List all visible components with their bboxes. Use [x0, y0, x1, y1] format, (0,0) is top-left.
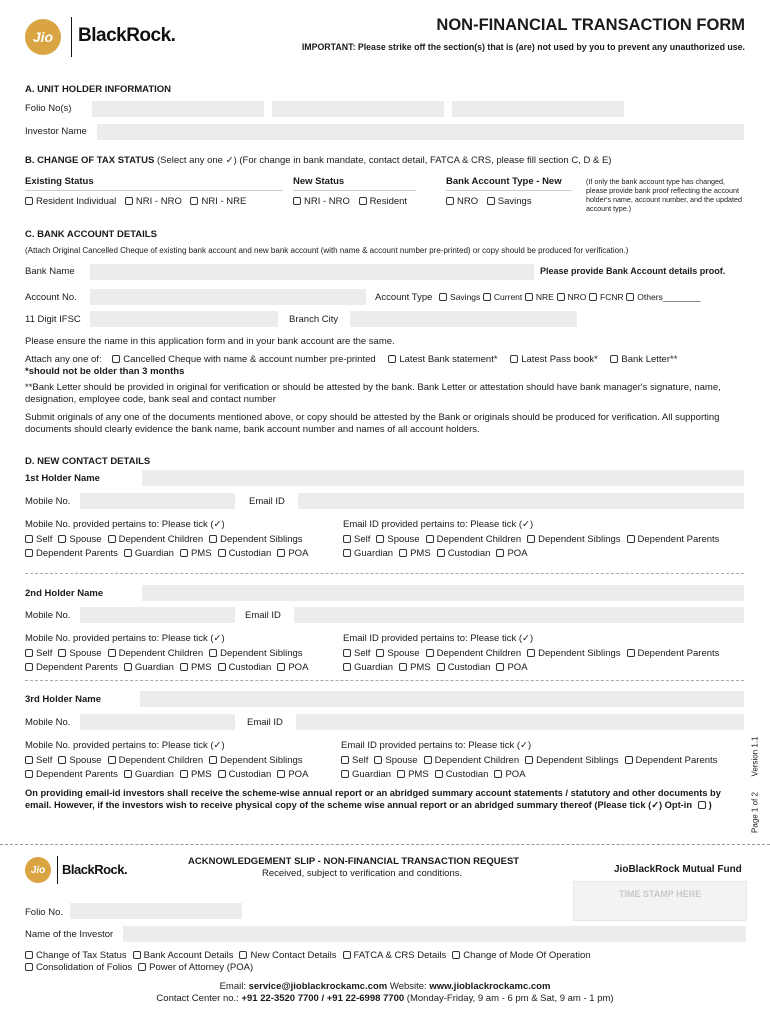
- attach-passbook[interactable]: Latest Pass book*: [510, 354, 598, 365]
- h3-mob-siblings[interactable]: Dependent Siblings: [209, 755, 302, 766]
- footer-email-line: Email: service@jioblackrockamc.com Website: www.jioblackrockamc.com: [219, 981, 551, 992]
- h1-mob-children[interactable]: Dependent Children: [108, 534, 204, 545]
- section-a-title: A. UNIT HOLDER INFORMATION: [25, 84, 172, 95]
- h3-em-pms[interactable]: PMS: [397, 769, 429, 780]
- existing-status-options: [25, 196, 252, 207]
- ack-options-2: [25, 962, 259, 973]
- bank-type-head: Bank Account Type - New: [446, 176, 562, 187]
- ack-opt-bank[interactable]: Bank Account Details: [133, 950, 234, 961]
- holder-3-email-label: Email ID: [247, 717, 283, 728]
- h3-mob-poa[interactable]: POA: [277, 769, 308, 780]
- holder-3-mobile-opts-1: [25, 755, 309, 766]
- holder-1-mobile-field[interactable]: [80, 493, 235, 509]
- section-c-title: C. BANK ACCOUNT DETAILS: [25, 229, 157, 240]
- provide-proof-note: Please provide Bank Account details proof.: [540, 266, 726, 276]
- holder-2-mobile-field[interactable]: [80, 607, 235, 623]
- h1-em-siblings[interactable]: Dependent Siblings: [527, 534, 620, 545]
- ifsc-field[interactable]: [90, 311, 278, 327]
- h1-em-custodian[interactable]: Custodian: [437, 548, 491, 559]
- h2-em-parents[interactable]: Dependent Parents: [627, 648, 720, 659]
- ack-blackrock-logo: BlackRock.: [62, 862, 128, 877]
- logo-divider: [71, 17, 72, 57]
- opt-resident-new[interactable]: Resident: [359, 196, 408, 207]
- holder-3-mobile-field[interactable]: [80, 714, 235, 730]
- h1-em-guardian[interactable]: Guardian: [343, 548, 393, 559]
- branch-city-label: Branch City: [289, 314, 339, 325]
- holder-3-email-opts-2: [341, 769, 532, 780]
- acc-type-current[interactable]: Current: [483, 292, 522, 302]
- holder-3-name-label: 3rd Holder Name: [25, 694, 102, 705]
- folio-label: Folio No(s): [25, 103, 72, 114]
- attach-label: Attach any one of:: [25, 354, 102, 365]
- investor-name-field[interactable]: [97, 124, 744, 140]
- holder-2-email-opts-1: [343, 648, 725, 659]
- h1-mob-custodian[interactable]: Custodian: [218, 548, 272, 559]
- h3-em-self[interactable]: Self: [341, 755, 368, 766]
- attach-bank-letter[interactable]: Bank Letter**: [610, 354, 677, 365]
- h1-mob-self[interactable]: Self: [25, 534, 52, 545]
- holder-1-email-opts-2: [343, 548, 534, 559]
- bank-letter-note: **Bank Letter should be provided in original for verification or should be attested by the bank. Bank Letter or attestation should have bank manager's signature, name, designation, employee code, bank seal and contact number: [25, 382, 721, 405]
- opt-nro[interactable]: NRO: [446, 196, 478, 207]
- h2-mob-spouse[interactable]: Spouse: [58, 648, 101, 659]
- time-stamp-box: [573, 881, 747, 921]
- account-no-label: Account No.: [25, 292, 77, 303]
- h2-mob-guardian[interactable]: Guardian: [124, 662, 174, 673]
- h3-mob-guardian[interactable]: Guardian: [124, 769, 174, 780]
- h2-mob-custodian[interactable]: Custodian: [218, 662, 272, 673]
- jio-logo: Jio: [25, 19, 61, 55]
- holder-1-email-opts-1: [343, 534, 725, 545]
- holder-1-name-label: 1st Holder Name: [25, 473, 100, 484]
- holder-1-name-field[interactable]: [142, 470, 744, 486]
- holder-3-email-field[interactable]: [296, 714, 744, 730]
- section-c-sub: (Attach Original Cancelled Cheque of existing bank account and new bank account (with name & account number pre-printed) or copy should be produced for verification.): [25, 246, 629, 255]
- holder-2-name-field[interactable]: [142, 585, 744, 601]
- ack-options-1: [25, 950, 597, 961]
- h2-mob-siblings[interactable]: Dependent Siblings: [209, 648, 302, 659]
- holder-1-email-field[interactable]: [298, 493, 744, 509]
- h2-em-spouse[interactable]: Spouse: [376, 648, 419, 659]
- opt-nri-nre-existing[interactable]: NRI - NRE: [190, 196, 246, 207]
- holder-1-mobile-label: Mobile No.: [25, 496, 71, 507]
- holder-1-mobile-pertains: Mobile No. provided pertains to: Please tick (✓): [25, 519, 225, 530]
- ack-title: ACKNOWLEDGEMENT SLIP - NON-FINANCIAL TRANSACTION REQUEST: [188, 856, 520, 867]
- h1-em-parents[interactable]: Dependent Parents: [627, 534, 720, 545]
- holder-3-email-pertains: Email ID provided pertains to: Please tick (✓): [341, 740, 532, 751]
- h3-mob-children[interactable]: Dependent Children: [108, 755, 204, 766]
- page-label: Page 1 of 2: [750, 792, 760, 833]
- bank-name-field[interactable]: [90, 264, 534, 280]
- ack-investor-field[interactable]: [123, 926, 746, 942]
- optin-checkbox[interactable]: [698, 801, 706, 809]
- bank-name-label: Bank Name: [25, 266, 75, 277]
- h3-mob-spouse[interactable]: Spouse: [58, 755, 101, 766]
- blackrock-logo: BlackRock.: [78, 25, 176, 46]
- h3-mob-parents[interactable]: Dependent Parents: [25, 769, 118, 780]
- ack-fund-name: JioBlackRock Mutual Fund: [614, 864, 742, 875]
- h3-em-children[interactable]: Dependent Children: [424, 755, 520, 766]
- folio-field-2[interactable]: [272, 101, 444, 117]
- h3-em-custodian[interactable]: Custodian: [435, 769, 489, 780]
- new-status-options: [293, 196, 413, 207]
- ack-investor-label: Name of the Investor: [25, 929, 114, 940]
- ack-jio-logo: Jio: [25, 857, 51, 883]
- holder-3-mobile-opts-2: [25, 769, 314, 780]
- holder-2-name-label: 2nd Holder Name: [25, 588, 104, 599]
- ack-opt-contact[interactable]: New Contact Details: [239, 950, 336, 961]
- section-b-title: [25, 155, 611, 166]
- ack-opt-tax-status[interactable]: Change of Tax Status: [25, 950, 127, 961]
- optin-note: On providing email-id investors shall receive the scheme-wise annual report or an abridged summary account statements / statutory and other documents by email. However, if the investors wish to receive physical copy of the scheme wise annual report or an abridged summary thereof (Please tick (✓) Opt-in ): [25, 788, 721, 810]
- h1-em-children[interactable]: Dependent Children: [426, 534, 522, 545]
- not-older-note: *should not be older than 3 months: [25, 366, 185, 377]
- attach-row: [25, 354, 683, 365]
- h1-mob-spouse[interactable]: Spouse: [58, 534, 101, 545]
- holder-3-email-opts-1: [341, 755, 723, 766]
- holder-2-email-label: Email ID: [245, 610, 281, 621]
- investor-name-label: Investor Name: [25, 126, 87, 137]
- attach-cheque[interactable]: Cancelled Cheque with name & account number pre-printed: [112, 354, 375, 365]
- opt-savings[interactable]: Savings: [487, 196, 532, 207]
- h1-mob-parents[interactable]: Dependent Parents: [25, 548, 118, 559]
- folio-field-3[interactable]: [452, 101, 624, 117]
- acc-type-savings[interactable]: Savings: [439, 292, 480, 302]
- attach-statement[interactable]: Latest Bank statement*: [388, 354, 497, 365]
- h2-em-pms[interactable]: PMS: [399, 662, 431, 673]
- bank-type-note: (If only the bank account type has changed, please provide bank proof reflecting the account holder's name, account number, and the updated account type.): [586, 177, 743, 213]
- h2-em-guardian[interactable]: Guardian: [343, 662, 393, 673]
- opt-resident-individual[interactable]: Resident Individual: [25, 196, 116, 207]
- version-label: Version 1.1: [750, 736, 760, 777]
- h1-em-spouse[interactable]: Spouse: [376, 534, 419, 545]
- branch-city-field[interactable]: [350, 311, 577, 327]
- ensure-note: Please ensure the name in this application form and in your bank account are the same.: [25, 336, 395, 347]
- ack-opt-mode[interactable]: Change of Mode Of Operation: [452, 950, 590, 961]
- section-b-title-rest: (Select any one ✓) (For change in bank mandate, contact detail, FATCA & CRS, please fill section C, D & E): [156, 155, 612, 166]
- h2-mob-self[interactable]: Self: [25, 648, 52, 659]
- cut-line: [0, 844, 770, 845]
- account-type-label: Account Type: [375, 292, 433, 303]
- bank-type-options: [446, 196, 538, 207]
- holder-2-email-field[interactable]: [294, 607, 744, 623]
- footer-contact-number: +91 22-3520 7700 / +91 22-6998 7700: [241, 993, 405, 1004]
- holder-1-mobile-opts-1: [25, 534, 309, 545]
- h3-em-spouse[interactable]: Spouse: [374, 755, 417, 766]
- holder-1-mobile-opts-2: [25, 548, 314, 559]
- folio-field-1[interactable]: [92, 101, 264, 117]
- h2-em-poa[interactable]: POA: [496, 662, 527, 673]
- h2-em-siblings[interactable]: Dependent Siblings: [527, 648, 620, 659]
- h2-mob-children[interactable]: Dependent Children: [108, 648, 204, 659]
- h3-em-parents[interactable]: Dependent Parents: [625, 755, 718, 766]
- h3-em-guardian[interactable]: Guardian: [341, 769, 391, 780]
- holder-2-mobile-pertains: Mobile No. provided pertains to: Please tick (✓): [25, 633, 225, 644]
- footer-email[interactable]: service@jioblackrockamc.com: [248, 981, 388, 992]
- acc-type-others[interactable]: Others________: [626, 292, 700, 302]
- h3-mob-self[interactable]: Self: [25, 755, 52, 766]
- h2-em-self[interactable]: Self: [343, 648, 370, 659]
- time-stamp-label: TIME STAMP HERE: [618, 889, 702, 899]
- h2-mob-pms[interactable]: PMS: [180, 662, 212, 673]
- footer-website[interactable]: www.jioblackrockamc.com: [429, 981, 551, 992]
- h1-mob-pms[interactable]: PMS: [180, 548, 212, 559]
- section-d-title: D. NEW CONTACT DETAILS: [25, 456, 151, 467]
- holder-3-mobile-label: Mobile No.: [25, 717, 71, 728]
- h1-em-self[interactable]: Self: [343, 534, 370, 545]
- holder-3-mobile-pertains: Mobile No. provided pertains to: Please tick (✓): [25, 740, 225, 751]
- ack-opt-fatca[interactable]: FATCA & CRS Details: [343, 950, 447, 961]
- footer-contact-line: Contact Center no.: +91 22-3520 7700 / +91 22-6998 7700 (Monday-Friday, 9 am - 6 pm & Sat, 9 am - 1 pm): [156, 993, 614, 1004]
- section-b-title-bold: B. CHANGE OF TAX STATUS: [25, 155, 155, 166]
- acc-type-nre[interactable]: NRE: [525, 292, 554, 302]
- h1-em-poa[interactable]: POA: [496, 548, 527, 559]
- h1-mob-poa[interactable]: POA: [277, 548, 308, 559]
- important-note: IMPORTANT: Please strike off the section(s) that is (are) not used by you to prevent any unauthorized use.: [301, 42, 745, 52]
- ack-folio-label: Folio No.: [25, 907, 64, 918]
- account-no-field[interactable]: [90, 289, 366, 305]
- holder-1-email-pertains: Email ID provided pertains to: Please tick (✓): [343, 519, 534, 530]
- acc-type-nro[interactable]: NRO: [557, 292, 587, 302]
- h2-mob-parents[interactable]: Dependent Parents: [25, 662, 118, 673]
- h2-em-custodian[interactable]: Custodian: [437, 662, 491, 673]
- h2-mob-poa[interactable]: POA: [277, 662, 308, 673]
- holder-3-name-field[interactable]: [140, 691, 744, 707]
- h1-mob-guardian[interactable]: Guardian: [124, 548, 174, 559]
- holder-1-email-label: Email ID: [249, 496, 285, 507]
- ack-opt-consolidation[interactable]: Consolidation of Folios: [25, 962, 132, 973]
- acc-type-fcnr[interactable]: FCNR: [589, 292, 624, 302]
- new-status-head: New Status: [293, 176, 345, 187]
- h1-mob-siblings[interactable]: Dependent Siblings: [209, 534, 302, 545]
- holder-2-mobile-opts-2: [25, 662, 314, 673]
- h3-mob-pms[interactable]: PMS: [180, 769, 212, 780]
- h3-em-poa[interactable]: POA: [494, 769, 525, 780]
- h3-em-siblings[interactable]: Dependent Siblings: [525, 755, 618, 766]
- ack-sub: Received, subject to verification and conditions.: [262, 868, 463, 879]
- ifsc-label: 11 Digit IFSC: [25, 314, 81, 325]
- opt-nri-nro-existing[interactable]: NRI - NRO: [125, 196, 182, 207]
- ack-opt-poa[interactable]: Power of Attorney (POA): [138, 962, 253, 973]
- h2-em-children[interactable]: Dependent Children: [426, 648, 522, 659]
- account-type-row: [375, 292, 701, 303]
- holder-2-mobile-label: Mobile No.: [25, 610, 71, 621]
- ack-logo-divider: [57, 856, 58, 884]
- holder-2-email-pertains: Email ID provided pertains to: Please tick (✓): [343, 633, 534, 644]
- h1-em-pms[interactable]: PMS: [399, 548, 431, 559]
- submit-originals-note: Submit originals of any one of the documents mentioned above, or copy should be attested by the Bank or originals should be produced for verification. All supporting documents should clearly evidence the bank name, bank account number and names of all account holders.: [25, 412, 720, 435]
- opt-nri-nro-new[interactable]: NRI - NRO: [293, 196, 350, 207]
- ack-folio-field[interactable]: [70, 903, 242, 919]
- holder-2-email-opts-2: [343, 662, 534, 673]
- form-title: NON-FINANCIAL TRANSACTION FORM: [436, 16, 745, 34]
- h3-mob-custodian[interactable]: Custodian: [218, 769, 272, 780]
- existing-status-head: Existing Status: [25, 176, 94, 187]
- holder-2-mobile-opts-1: [25, 648, 309, 659]
